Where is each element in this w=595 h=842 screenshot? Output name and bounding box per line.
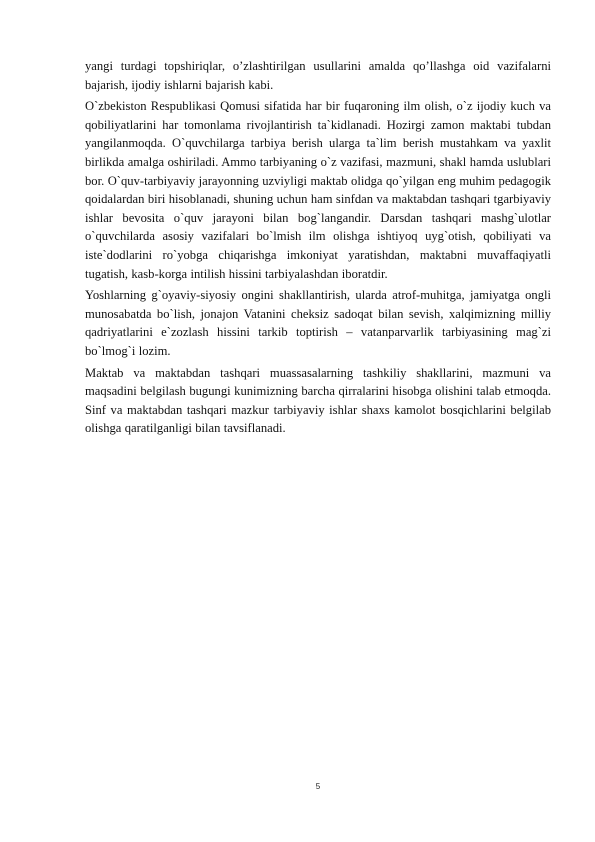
paragraph-1: yangi turdagi topshiriqlar, o’zlashtirilgan usullarini amalda qo’llashga oid vazifalarni bajarish, ijodiy ishlarni bajarish kabi. (85, 59, 551, 92)
paragraph-4: Maktab va maktabdan tashqari muassasalarning tashkiliy shakllarini, mazmuni va maqsadini belgilash bugungi kunimizning barcha qirralarini hisobga olishini talab etmoqda. Sinf va maktabdan tashqari mazkur tarbiyaviy ishlar shaxs kamolot bosqichlarini belgilab olishga qaratilganligi bilan tavsiflanadi. (85, 365, 551, 436)
paragraph-2: O`zbekiston Respublikasi Qomusi sifatida har bir fuqaroning ilm olish, o`z ijodiy kuch va qobiliyatlarini har tomonlama rivojlantirish ta`kidlanadi. Hozirgi zamon maktabi tubdan yangilanmoqda. O`quvchilarga tarbiya berish ularga ta`lim berish mustahkam va yaxlit birlikda amalga oshiriladi. Ammo tarbiyaning o`z vazifasi, mazmuni, shakl hamda uslublari bor. O`quv-tarbiyaviy jarayonning uzviyligi maktab olidga qo`yilgan eng muhim pedagogik qoidalardan biri hisoblanadi, shuning uchun ham sinfdan va maktabdan tashqari tgarbiyaviy ishlar bevosita o`quv jarayoni bilan bog`langandir. Darsdan tashqari mashg`ulotlar o`quvchilarda asosiy vazifalari bo`lmish ilm olishga ishtiyoq uyg`otish, qobiliyati va iste`dodlarini ro`yobga chiqarishga imkoniyat yaratishdan, maktabni muvaffaqiyatli tugatish, kasb-korga intilish hissini tarbiyalashdan iboratdir. (85, 99, 551, 281)
page-number: 5 (315, 782, 321, 791)
paragraph-3: Yoshlarning g`oyaviy-siyosiy ongini shakllantirish, ularda atrof-muhitga, jamiyatga ongli munosabatda bo`lish, jonajon Vatanini cheksiz sadoqat bilan sevish, xalqimizning milliy qadriyatlarini e`zozlash hissini tarkib toptirish – vatanparvarlik tarbiyasining mag`zi bo`lmog`i lozim. (85, 288, 551, 358)
page-body (85, 57, 551, 441)
